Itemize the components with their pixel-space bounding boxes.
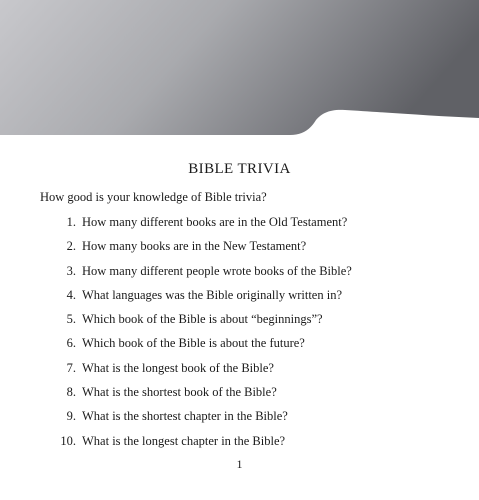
question-text: How many books are in the New Testament? [82, 239, 307, 254]
question-text: How many different people wrote books of the Bible? [82, 263, 352, 278]
question-text: What is the longest book of the Bible? [82, 360, 274, 375]
question-number: 4. [66, 287, 76, 302]
question-number: 2. [66, 239, 76, 254]
page-number: 1 [236, 457, 243, 471]
question-number: 1. [66, 215, 76, 229]
question-text: What languages was the Bible originally written in? [82, 287, 342, 302]
question-text: Which book of the Bible is about “beginnings”? [82, 312, 323, 327]
question-number: 7. [66, 360, 76, 375]
question-number: 6. [66, 336, 76, 351]
question-text: Which book of the Bible is about the future? [82, 336, 305, 351]
question-number: 5. [66, 312, 76, 327]
question-text: What is the shortest book of the Bible? [82, 385, 277, 400]
question-text: How many different books are in the Old Testament? [82, 215, 348, 229]
page-title: BIBLE TRIVIA [188, 161, 291, 177]
question-text: What is the longest chapter in the Bible? [82, 433, 286, 448]
question-number: 3. [66, 263, 76, 278]
question-number: 10. [60, 433, 76, 448]
question-text: What is the shortest chapter in the Bible? [82, 409, 288, 424]
intro-text: How good is your knowledge of Bible trivia? [40, 190, 267, 204]
question-number: 8. [66, 385, 76, 400]
question-number: 9. [66, 409, 76, 424]
header-gray-band [0, 0, 479, 148]
